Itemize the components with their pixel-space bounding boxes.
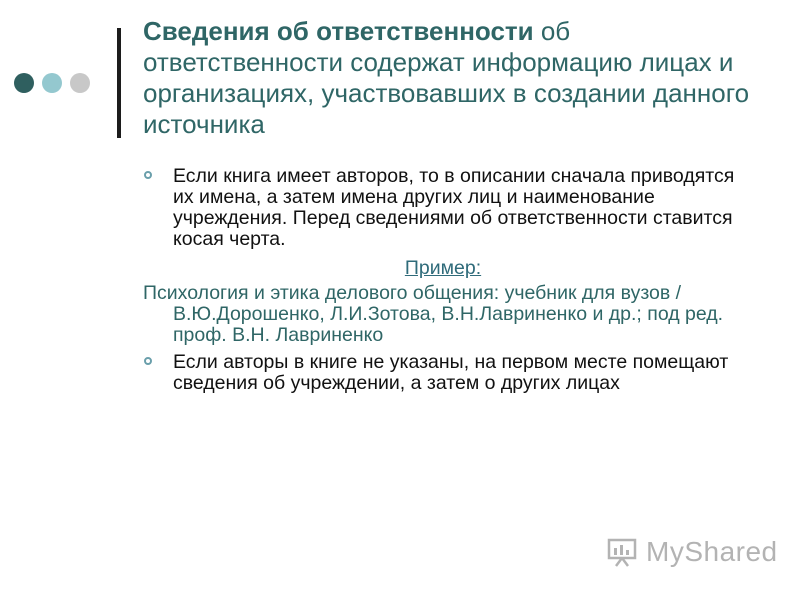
slide-title [143, 16, 763, 140]
title-bold-part: Сведения об ответственности [143, 16, 534, 46]
dot-gray [70, 73, 90, 93]
slide-content [143, 166, 743, 400]
watermark [606, 536, 778, 568]
title-rest-part: об ответственности содержат информацию лицах и организациях, участвовавших в создании данного источника [143, 16, 750, 139]
decorative-dots [14, 72, 90, 94]
bullet-text: Если авторы в книге не указаны, на первом месте помещают сведения об учреждении, а затем о других лицах [173, 351, 729, 394]
dot-dark [14, 73, 34, 93]
circle-bullet-icon [144, 357, 152, 365]
title-divider [117, 28, 121, 138]
example-label: Пример: [404, 257, 482, 279]
presentation-board-icon [606, 536, 638, 568]
bullet-item [143, 352, 743, 394]
dot-light [42, 73, 62, 93]
circle-bullet-icon [144, 171, 152, 179]
bullet-text: Если книга имеет авторов, то в описании сначала приводятся их имена, а затем имена других лиц и наименование учреждения. Перед сведениями об ответственности ставится косая черта. [173, 165, 735, 250]
watermark-text: MyShared [646, 536, 778, 567]
bullet-item [143, 166, 743, 250]
reference-example: Психология и этика делового общения: учебник для вузов / В.Ю.Дорошенко, Л.И.Зотова, В.Н.Лавриненко и др.; под ред. проф. В.Н. Лавриненко [143, 282, 724, 346]
